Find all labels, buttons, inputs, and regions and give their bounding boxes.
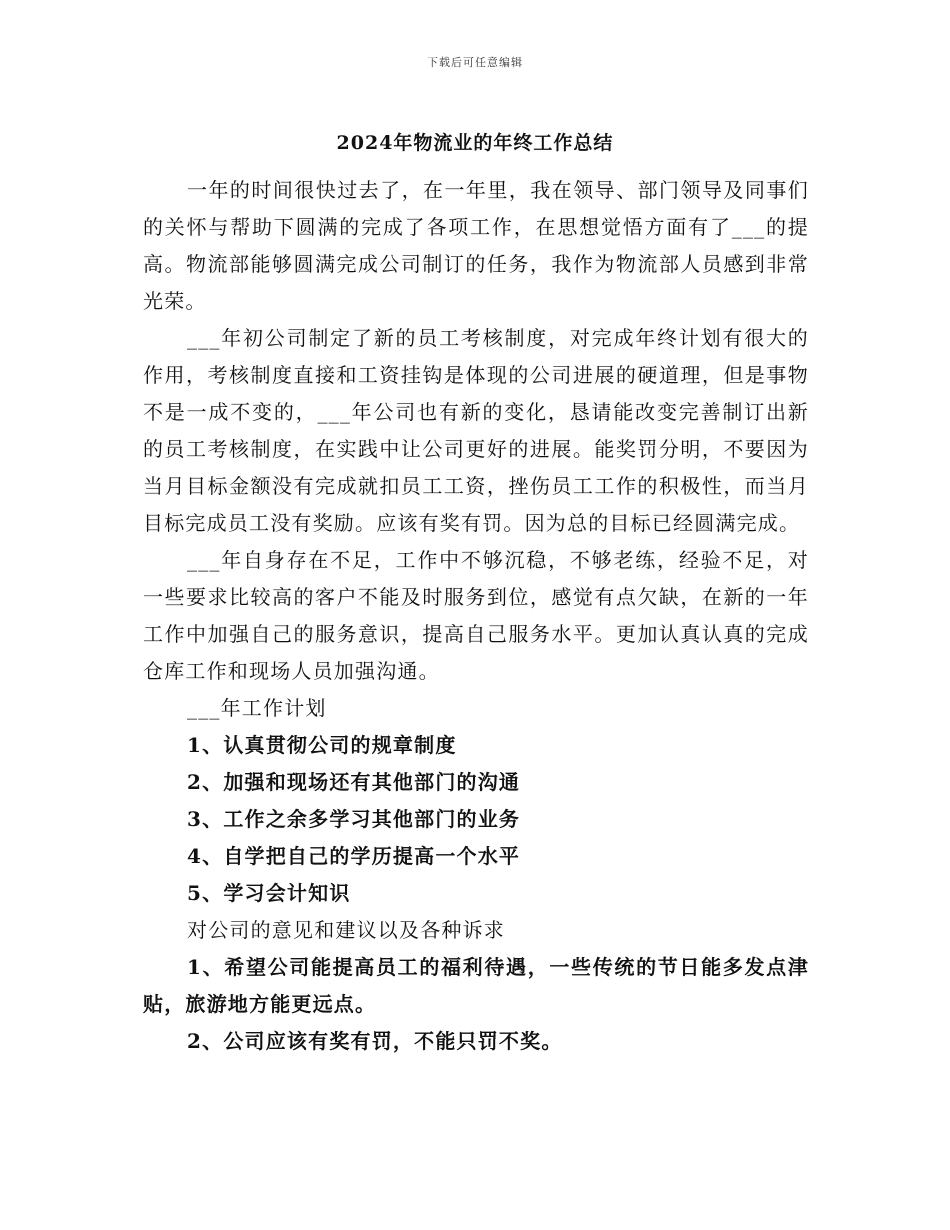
suggestions-heading: 对公司的意见和建议以及各种诉求 [187, 918, 505, 942]
page-header-note: 下载后可任意编辑 [427, 56, 523, 69]
plan-item: 5、学习会计知识 [187, 881, 351, 905]
paragraph-intro: 一年的时间很快过去了，在一年里，我在领导、部门领导及同事们的关怀与帮助下圆满的完成了各项工作，在思想觉悟方面有了___的提高。物流部能够圆满完成公司制订的任务，我作为物流部人员感到非常光荣。 [143, 178, 809, 313]
document-body [143, 172, 809, 1060]
plan-heading: ___年工作计划 [187, 696, 327, 720]
suggestion-item: 1、希望公司能提高员工的福利待遇，一些传统的节日能多发点津贴，旅游地方能更远点。 [143, 955, 809, 1016]
plan-item: 2、加强和现场还有其他部门的沟通 [187, 770, 521, 794]
plan-item: 4、自学把自己的学历提高一个水平 [187, 844, 521, 868]
paragraph-assessment: ___年初公司制定了新的员工考核制度，对完成年终计划有很大的作用，考核制度直接和工资挂钩是体现的公司进展的硬道理，但是事物不是一成不变的，___年公司也有新的变化，恳请能改变完善制订出新的员工考核制度，在实践中让公司更好的进展。能奖罚分明，不要因为当月目标金额没有完成就扣员工工资，挫伤员工工作的积极性，而当月目标完成员工没有奖励。应该有奖有罚。因为总的目标已经圆满完成。 [143, 326, 809, 535]
paragraph-self-review: ___年自身存在不足，工作中不够沉稳，不够老练，经验不足，对一些要求比较高的客户不能及时服务到位，感觉有点欠缺，在新的一年工作中加强自己的服务意识，提高自己服务水平。更加认真认真的完成仓库工作和现场人员加强沟通。 [143, 548, 809, 683]
plan-item: 3、工作之余多学习其他部门的业务 [187, 807, 521, 831]
suggestion-item: 2、公司应该有奖有罚，不能只罚不奖。 [187, 1029, 563, 1053]
document-title: 2024年物流业的年终工作总结 [336, 132, 614, 154]
plan-item: 1、认真贯彻公司的规章制度 [187, 733, 457, 757]
